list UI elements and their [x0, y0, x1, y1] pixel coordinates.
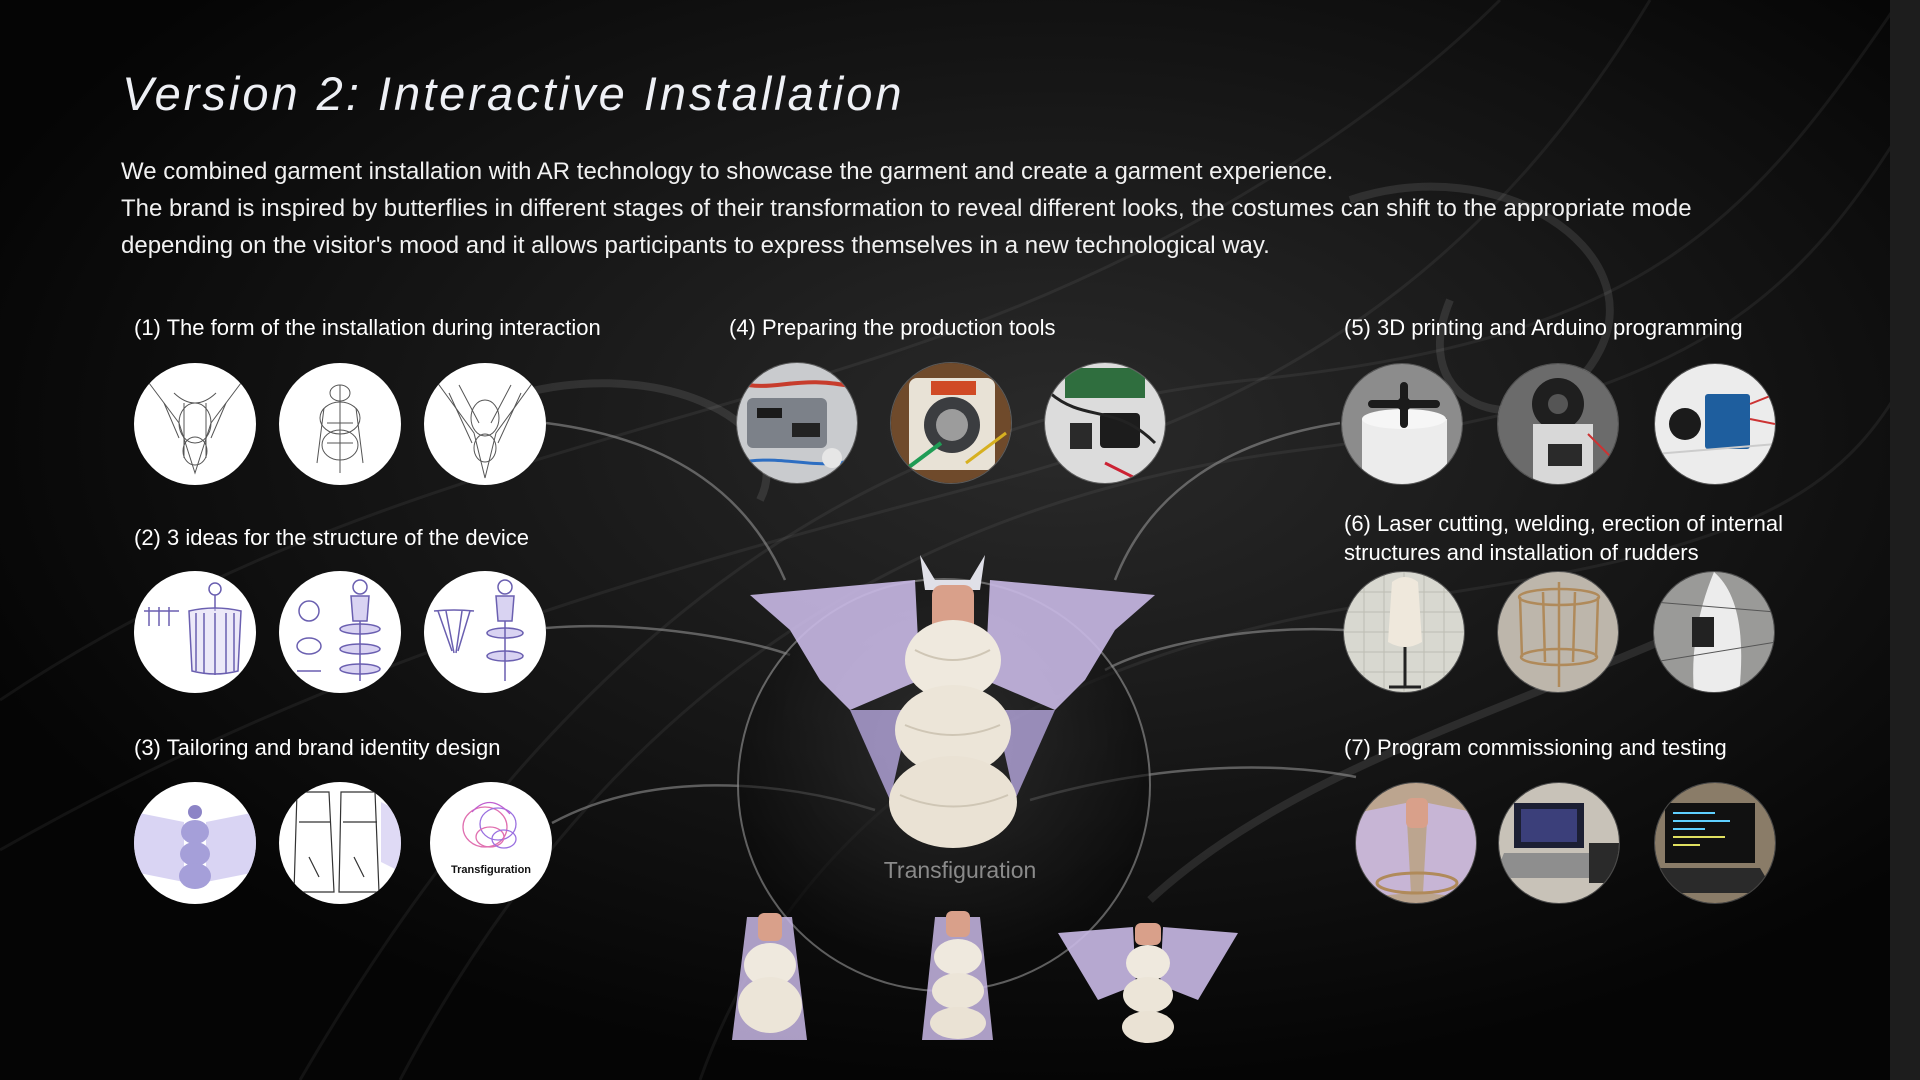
section-4-label: (4) Preparing the production tools [729, 315, 1056, 340]
brand-logo-text: Transfiguration [450, 864, 532, 876]
section-7-label: (7) Program commissioning and testing [1344, 735, 1727, 760]
photo-rudder-install [1653, 571, 1775, 693]
structure-idea-3 [424, 571, 546, 693]
brand-logo [430, 782, 552, 904]
photo-commissioning-garment [1355, 782, 1477, 904]
pattern-drafting [279, 782, 401, 904]
photo-commissioning-laptop [1498, 782, 1620, 904]
photo-arduino-board [1654, 363, 1776, 485]
photo-arduino-servo [1497, 363, 1619, 485]
right-edge-strip [1890, 0, 1920, 1080]
section-6-text: (6) Laser cutting, welding, erection of internal structures and installation of rudders [1344, 511, 1784, 565]
photo-production-tools-3 [1044, 362, 1166, 484]
photo-laser-cut-form [1343, 571, 1465, 693]
intro-text [121, 153, 1741, 264]
page-title: Version 2: Interactive Installation [122, 67, 905, 120]
structure-idea-1 [134, 571, 256, 693]
section-5-label: (5) 3D printing and Arduino programming [1344, 315, 1743, 340]
sketch-installation-2 [279, 363, 401, 485]
intro-line-2: The brand is inspired by butterflies in different stages of their transformation to reveal different looks, the costumes can shift to the appropriate mode depending on the visitor's mood and it allows participants to express themselves in a new technological way. [121, 195, 1692, 259]
photo-commissioning-code [1654, 782, 1776, 904]
garment-mode-1 [722, 905, 817, 1040]
section-1-label: (1) The form of the installation during interaction [134, 315, 601, 340]
photo-production-tools-2 [890, 362, 1012, 484]
section-3-label: (3) Tailoring and brand identity design [134, 735, 501, 760]
tailoring-render [134, 782, 256, 904]
structure-idea-2 [279, 571, 401, 693]
sketch-installation-1 [134, 363, 256, 485]
section-2-label: (2) 3 ideas for the structure of the device [134, 525, 529, 550]
center-caption: Transfiguration [883, 857, 1037, 883]
photo-production-tools-1 [736, 362, 858, 484]
section-6-label [1344, 509, 1824, 567]
garment-mode-3 [1058, 915, 1238, 1045]
photo-3d-print [1341, 363, 1463, 485]
photo-welded-frame [1497, 571, 1619, 693]
main-garment-render [750, 550, 1155, 850]
sketch-installation-3 [424, 363, 546, 485]
garment-mode-2 [910, 905, 1005, 1040]
intro-line-1: We combined garment installation with AR technology to showcase the garment and create a garment experience. [121, 158, 1334, 185]
